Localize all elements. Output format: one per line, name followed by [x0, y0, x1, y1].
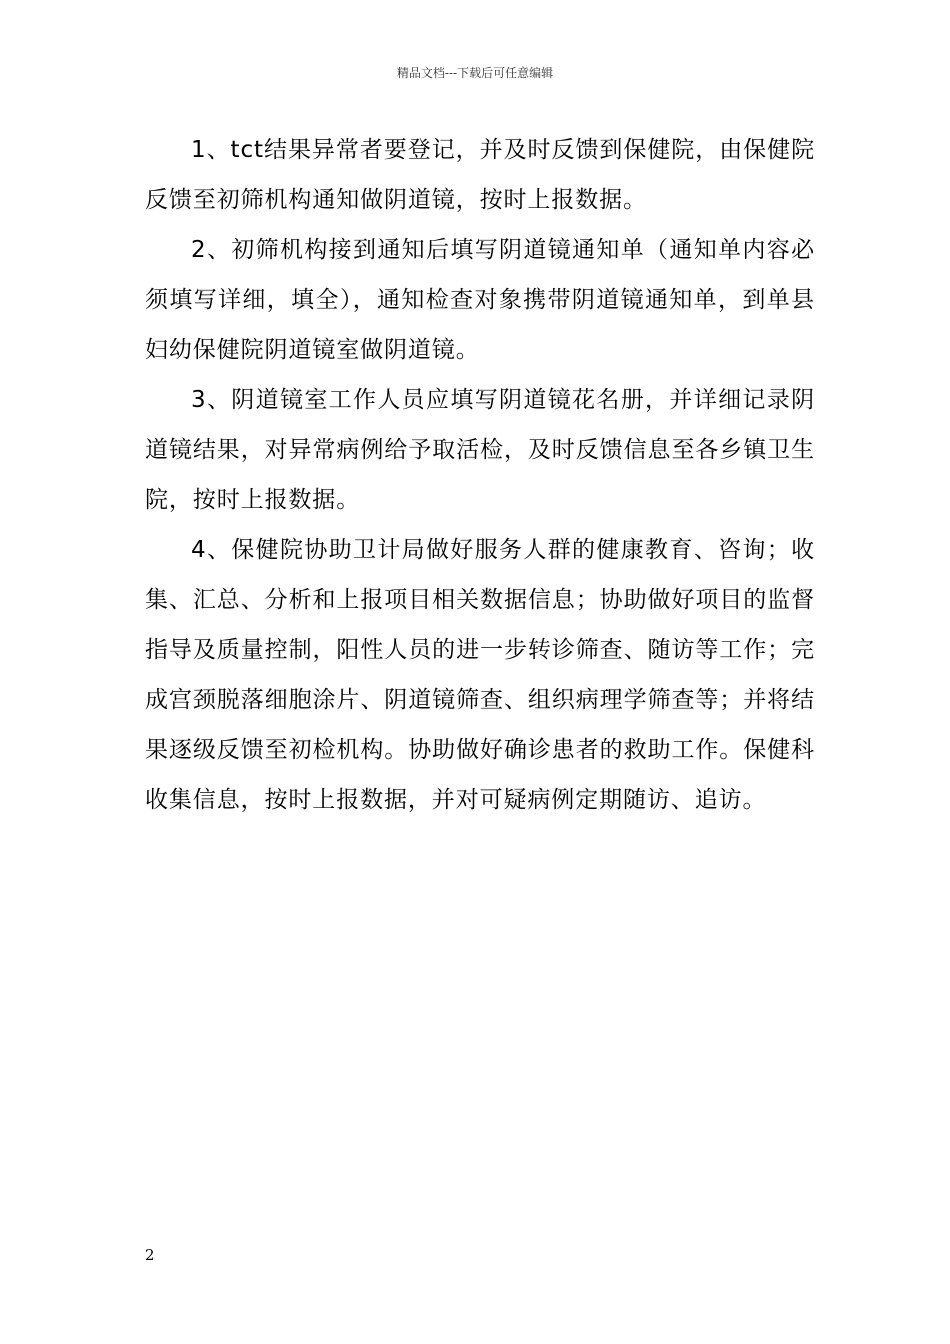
paragraph-4: 4、保健院协助卫计局做好服务人群的健康教育、咨询；收集、汇总、分析和上报项目相关数据信息；协助做好项目的监督指导及质量控制，阳性人员的进一步转诊筛查、随访等工作；完成宫颈脱落细胞涂片、阴道镜筛查、组织病理学筛查等；并将结果逐级反馈至初检机构。协助做好确诊患者的救助工作。保健科收集信息，按时上报数据，并对可疑病例定期随访、追访。	[145, 537, 815, 813]
paragraph-3: 3、阴道镜室工作人员应填写阴道镜花名册，并详细记录阴道镜结果，对异常病例给予取活检，及时反馈信息至各乡镇卫生院，按时上报数据。	[145, 387, 815, 513]
page-number: 2	[145, 1246, 155, 1264]
paragraph-2: 2、初筛机构接到通知后填写阴道镜通知单（通知单内容必须填写详细，填全），通知检查对象携带阴道镜通知单，到单县妇幼保健院阴道镜室做阴道镜。	[145, 237, 815, 363]
page-header: 精品文档---下载后可任意编辑	[396, 66, 554, 80]
paragraph-1: 1、tct结果异常者要登记，并及时反馈到保健院，由保健院反馈至初筛机构通知做阴道镜，按时上报数据。	[145, 137, 815, 213]
document-body	[145, 125, 815, 825]
